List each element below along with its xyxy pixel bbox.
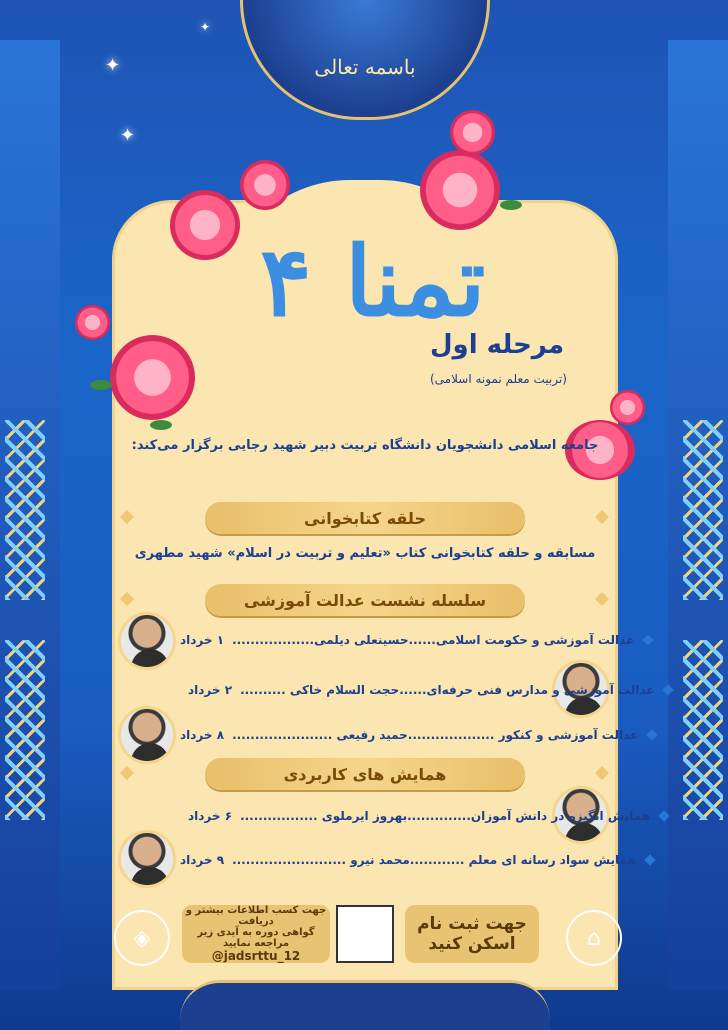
speaker-photo — [118, 612, 176, 670]
session-row — [180, 630, 652, 650]
university-logo: ⌂ — [566, 910, 622, 966]
seminar-text: همایش انگیزه در دانش آموزان..............بهروز ایرملوی ................. — [240, 809, 651, 823]
info-line-1: جهت کسب اطلاعات بیشتر و دریافت — [185, 905, 327, 927]
left-ornament — [5, 420, 45, 600]
session-text: عدالت آموزشی و مدارس فنی حرفه‌ای......حجت السلام خاکی .......... — [240, 683, 655, 697]
bullet-icon — [663, 684, 674, 695]
section-banner-seminars: همایش های کاربردی — [205, 758, 525, 790]
flower-decoration — [450, 110, 495, 155]
session-date: ۱ خرداد — [180, 633, 225, 647]
bullet-icon — [643, 634, 654, 645]
seminar-text: همایش سواد رسانه ای معلم ............محمد نیرو ......................... — [232, 853, 636, 867]
session-row — [180, 725, 656, 745]
stage-subtitle: (تربیت معلم نمونه اسلامی) — [430, 372, 567, 386]
session-text: عدالت آموزشی و کنکور ...................حمید رفیعی ...................... — [232, 728, 639, 742]
seminar-row — [188, 806, 668, 826]
bullet-icon — [659, 810, 670, 821]
info-box — [182, 905, 330, 963]
stage-title: مرحله اول — [430, 330, 565, 360]
flower-decoration — [420, 150, 500, 230]
sparkle-icon: ✦ — [120, 125, 136, 146]
session-date: ۲ خرداد — [188, 683, 233, 697]
flower-decoration — [170, 190, 240, 260]
bullet-icon — [647, 729, 658, 740]
section-banner-reading: حلقه کتابخوانی — [205, 502, 525, 534]
register-line-2: اسکن کنید — [428, 934, 516, 954]
session-text: عدالت آموزشی و حکومت اسلامی......حسینعلی دیلمی.................. — [232, 633, 635, 647]
speaker-photo — [118, 706, 176, 764]
flower-decoration — [240, 160, 290, 210]
seminar-date: ۶ خرداد — [188, 809, 233, 823]
speaker-photo — [118, 830, 176, 888]
section-banner-sessions: سلسله نشست عدالت آموزشی — [205, 584, 525, 616]
info-line-2: گواهی دوره به آیدی زیر مراجعه نمایید — [197, 927, 315, 949]
flower-decoration — [610, 390, 645, 425]
leaf-decoration — [150, 420, 172, 430]
register-line-1: جهت ثبت نام — [417, 914, 527, 934]
leaf-decoration — [90, 380, 112, 390]
right-ornament — [683, 420, 723, 600]
association-logo: ◈ — [114, 910, 170, 966]
bottom-ornament — [180, 980, 550, 1030]
session-date: ۸ خرداد — [180, 728, 225, 742]
sparkle-icon: ✦ — [105, 55, 121, 76]
flower-decoration — [75, 305, 110, 340]
bismillah: باسمه تعالی — [314, 55, 416, 79]
social-handle[interactable]: @jadsrttu_12 — [211, 949, 301, 963]
event-logo: تمنا ۴ — [260, 225, 486, 338]
register-box — [405, 905, 539, 963]
leaf-decoration — [500, 200, 522, 210]
right-ornament-lower — [683, 640, 723, 820]
organizer-line: جامعه اسلامی دانشجویان دانشگاه تربیت دبیر شهید رجایی برگزار می‌کند: — [131, 438, 599, 453]
left-ornament-lower — [5, 640, 45, 820]
reading-description: مسابقه و حلقه کتابخوانی کتاب «تعلیم و تربیت در اسلام» شهید مطهری — [134, 546, 596, 561]
session-row — [188, 680, 672, 700]
bullet-icon — [644, 854, 655, 865]
flower-decoration — [110, 335, 195, 420]
sparkle-icon: ✦ — [200, 20, 211, 34]
seminar-date: ۹ خرداد — [180, 853, 225, 867]
seminar-row — [180, 850, 654, 870]
qr-code[interactable] — [336, 905, 394, 963]
